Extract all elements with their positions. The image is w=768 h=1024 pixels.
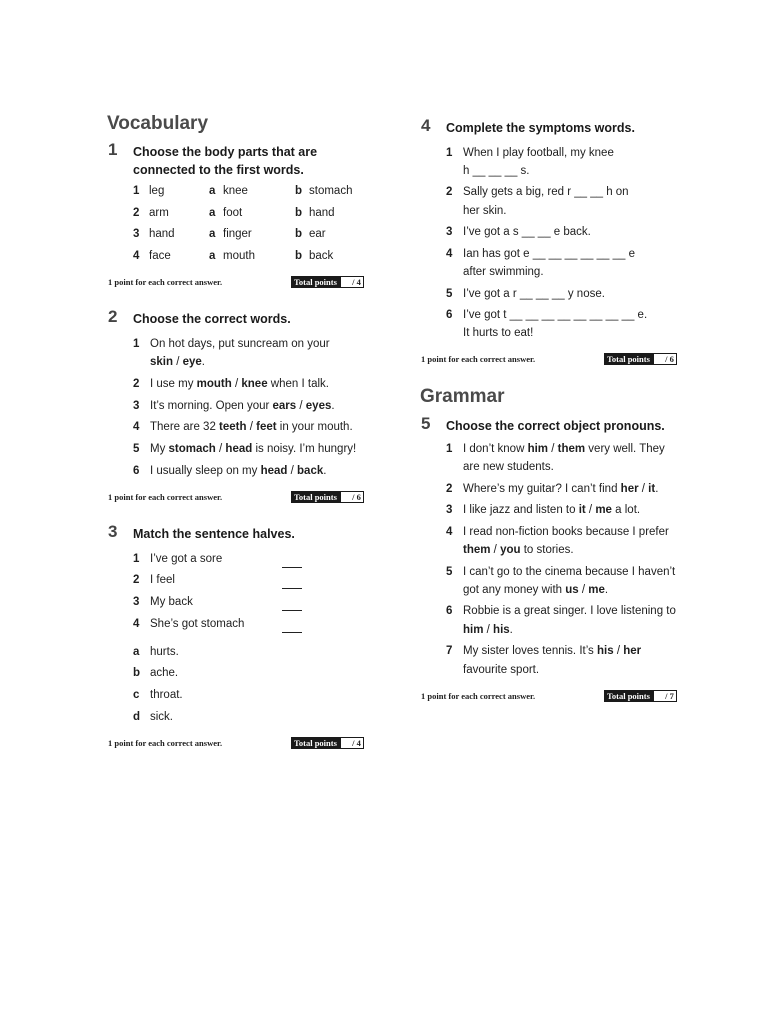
ending-item [133,711,173,723]
choice-separator: / [231,378,242,390]
item-text: to stories. [520,544,574,556]
item-text: I feel [150,574,175,586]
option-b[interactable]: ear [309,228,326,240]
item-text: Robbie is a great singer. I love listening to [463,605,676,617]
choice-option[interactable]: head [225,443,253,455]
list-item-continued [150,356,205,368]
item-number: 4 [446,526,453,538]
item-word: face [149,249,171,262]
choice-option[interactable]: it [648,483,656,495]
item-number: 4 [133,421,140,433]
item-text[interactable]: I’ve got a s __ __ e back. [463,226,591,238]
choice-option[interactable]: head [260,465,288,477]
item-number: 5 [133,443,140,455]
word-gap[interactable]: h __ __ __ s. [463,165,530,177]
item-text: I can’t go to the cinema because I haven’t [463,566,676,578]
list-item [133,443,356,455]
item-text: I read non-fiction books because I prefer [463,526,669,538]
list-item [446,483,658,495]
item-number: 7 [446,645,453,657]
list-item-continued [463,544,574,556]
total-points-label: Total points [291,737,340,749]
item-number: 6 [133,465,140,477]
choice-option[interactable]: teeth [219,421,247,433]
choice-separator: / [490,544,501,556]
answer-blank[interactable] [282,609,302,611]
item-text: her skin. [463,205,507,217]
item-text: She’s got stomach [150,618,245,630]
choice-option[interactable]: me [595,504,612,516]
ending-item [133,646,179,658]
list-item [446,248,635,260]
choice-option[interactable]: eyes [305,400,332,412]
choice-separator: / [578,584,589,596]
choice-option[interactable]: him [527,443,549,455]
item-text: are new students. [463,461,554,473]
item-number: 2 [133,206,140,219]
instruction-line: connected to the first words. [133,163,304,177]
choice-option[interactable]: me [588,584,605,596]
option-a-letter[interactable]: a [209,249,216,262]
item-text: I’ve got a sore [150,553,223,565]
item-number: 2 [446,483,453,495]
total-points-box [604,690,677,702]
total-points-box [291,737,364,749]
points-note: 1 point for each correct answer. [421,691,536,701]
item-text[interactable]: I’ve got a r __ __ __ y nose. [463,288,605,300]
list-item [133,378,329,390]
item-number: 3 [133,596,140,608]
choice-separator: / [215,443,226,455]
list-item [446,605,676,617]
item-number: 1 [133,553,140,565]
option-a-letter[interactable]: a [209,228,216,240]
item-number: 4 [133,618,140,630]
exercise-1-number: 1 [108,140,118,159]
item-text: There are 32 [150,421,220,433]
list-item [446,147,614,159]
item-text[interactable]: Sally gets a big, red r __ __ h on [463,186,629,198]
ending-letter: b [133,667,141,679]
score-field[interactable]: / 6 [340,491,364,503]
item-number: 6 [446,605,453,617]
choice-option[interactable]: eye [182,356,202,368]
total-points-box [291,276,364,288]
exercise-4-number: 4 [421,116,431,135]
choice-option[interactable]: them [463,544,491,556]
item-text: Where’s my guitar? I can’t find [463,483,621,495]
ending-letter: c [133,689,140,701]
item-number: 5 [446,566,453,578]
item-number: 4 [133,249,140,262]
list-item [446,309,647,321]
item-text: When I play football, my knee [463,147,614,159]
choice-separator: / [246,421,257,433]
list-item [133,618,244,630]
list-item [133,181,352,203]
total-points-label: Total points [604,353,653,365]
score-field[interactable]: / 4 [340,276,364,288]
item-number: 2 [133,574,140,586]
total-points-label: Total points [291,491,340,503]
item-number: 1 [446,147,453,159]
item-text: I usually sleep on my [150,465,261,477]
vocabulary-heading: Vocabulary [107,113,209,134]
option-b-letter[interactable]: b [295,185,303,197]
ending-item [133,667,178,679]
choice-option[interactable]: feet [256,421,277,433]
list-item [446,566,675,578]
item-text: in your mouth. [276,421,353,433]
choice-option[interactable]: it [578,504,586,516]
item-number: 3 [446,226,453,238]
item-number: 1 [446,443,453,455]
list-item [133,553,222,565]
choice-option[interactable]: his [493,624,510,636]
option-a[interactable]: foot [223,206,243,219]
choice-option[interactable]: skin [150,356,174,368]
item-text: I don’t know [463,443,528,455]
item-text: On hot days, put suncream on your [150,338,330,350]
choice-option[interactable]: us [565,584,579,596]
option-a[interactable]: mouth [223,249,255,262]
choice-option[interactable]: his [597,645,614,657]
choice-separator: / [296,400,306,412]
score-field[interactable]: / 4 [340,737,364,749]
item-number: 3 [446,504,453,516]
exercise-1-instruction [133,143,317,179]
choice-option[interactable]: stomach [168,443,216,455]
option-b-letter[interactable]: b [295,206,303,219]
total-points-label: Total points [291,276,340,288]
exercise-3-number: 3 [108,522,118,541]
item-word: hand [149,228,175,240]
points-note: 1 point for each correct answer. [108,738,223,748]
list-item [133,203,352,225]
choice-separator: / [287,465,298,477]
choice-separator: / [585,504,596,516]
item-number: 5 [446,288,453,300]
ending-letter: a [133,646,140,658]
exercise-2-number: 2 [108,307,118,326]
item-number: 4 [446,248,453,260]
option-a[interactable]: finger [223,228,252,240]
list-item [133,596,193,608]
item-text: My back [150,596,193,608]
item-text: . [604,584,609,596]
item-text: got any money with [463,584,566,596]
choice-separator: / [613,645,624,657]
item-text: I use my [150,378,197,390]
list-item [446,443,665,455]
option-b[interactable]: hand [309,206,335,219]
points-note: 1 point for each correct answer. [108,492,223,502]
option-b[interactable]: stomach [309,185,353,197]
item-word: arm [149,206,169,219]
item-text[interactable]: I’ve got t __ __ __ __ __ __ __ __ e. [463,309,648,321]
choice-separator: / [548,443,558,455]
item-text: is noisy. I’m hungry! [252,443,357,455]
item-text: It’s morning. Open your [150,400,273,412]
choice-option[interactable]: mouth [196,378,232,390]
item-text: I like jazz and listen to [463,504,579,516]
exercise-5-instruction: Choose the correct object pronouns. [446,419,665,433]
item-text: . [655,483,659,495]
item-number: 3 [133,228,140,240]
choice-separator: / [483,624,494,636]
total-points-box [604,353,677,365]
list-item [133,246,352,268]
option-b-letter[interactable]: b [295,228,303,240]
item-text: It hurts to eat! [463,327,534,339]
item-text[interactable]: Ian has got e __ __ __ __ __ __ e [463,248,636,260]
item-text: . [201,356,205,368]
item-text: . [323,465,327,477]
answer-blank[interactable] [282,631,302,633]
ending-letter: d [133,711,141,723]
list-item [133,421,353,433]
list-item [446,645,641,657]
choice-separator: / [173,356,183,368]
item-text: My sister loves tennis. It’s [463,645,597,657]
choice-option[interactable]: them [557,443,586,455]
instruction-line: Choose the body parts that are [133,145,318,159]
item-number: 1 [133,338,140,350]
item-text: when I talk. [267,378,329,390]
list-item [446,226,591,238]
item-word: leg [149,185,165,197]
item-number: 3 [133,400,140,412]
ending-text: throat. [150,689,183,701]
ending-text: sick. [150,711,173,723]
ending-item [133,689,183,701]
exercise-2-instruction: Choose the correct words. [133,312,291,326]
item-text: a lot. [611,504,641,516]
ending-text: ache. [150,667,179,679]
exercise-4-instruction: Complete the symptoms words. [446,121,635,135]
list-item [446,288,605,300]
item-number: 1 [133,185,140,197]
list-item [446,186,629,198]
list-item [446,504,640,516]
choice-option[interactable]: knee [241,378,268,390]
choice-option[interactable]: ears [272,400,297,412]
item-text: My [150,443,169,455]
list-item [133,338,330,350]
option-b-letter[interactable]: b [295,249,303,262]
list-item [446,526,669,538]
score-field[interactable]: / 6 [653,353,677,365]
option-a-letter[interactable]: a [209,206,216,219]
item-text: . [331,400,335,412]
choice-option[interactable]: him [463,624,484,636]
list-item-continued [463,584,608,596]
item-text: . [509,624,513,636]
score-field[interactable]: / 7 [653,690,677,702]
points-note: 1 point for each correct answer. [108,277,223,287]
option-a[interactable]: knee [223,185,248,197]
choice-option[interactable]: you [500,544,521,556]
choice-option[interactable]: her [620,483,639,495]
item-text: very well. They [585,443,665,455]
list-item [133,465,326,477]
option-a-letter[interactable]: a [209,185,216,197]
ending-text: hurts. [150,646,179,658]
answer-blank[interactable] [282,587,302,589]
grammar-heading: Grammar [420,386,505,407]
list-item [133,400,335,412]
list-item [133,574,175,586]
list-item-continued [463,624,513,636]
choice-separator: / [638,483,649,495]
exercise-3-instruction: Match the sentence halves. [133,527,295,541]
choice-option[interactable]: her [623,645,642,657]
item-text: after swimming. [463,266,544,278]
exercise-1-items [133,181,352,267]
item-number: 2 [133,378,140,390]
total-points-label: Total points [604,690,653,702]
choice-option[interactable]: back [297,465,324,477]
item-number: 2 [446,186,453,198]
exercise-5-number: 5 [421,414,431,433]
total-points-box [291,491,364,503]
option-b[interactable]: back [309,249,334,262]
answer-blank[interactable] [282,566,302,568]
item-number: 6 [446,309,453,321]
points-note: 1 point for each correct answer. [421,354,536,364]
item-text: favourite sport. [463,664,540,676]
list-item [133,224,352,246]
